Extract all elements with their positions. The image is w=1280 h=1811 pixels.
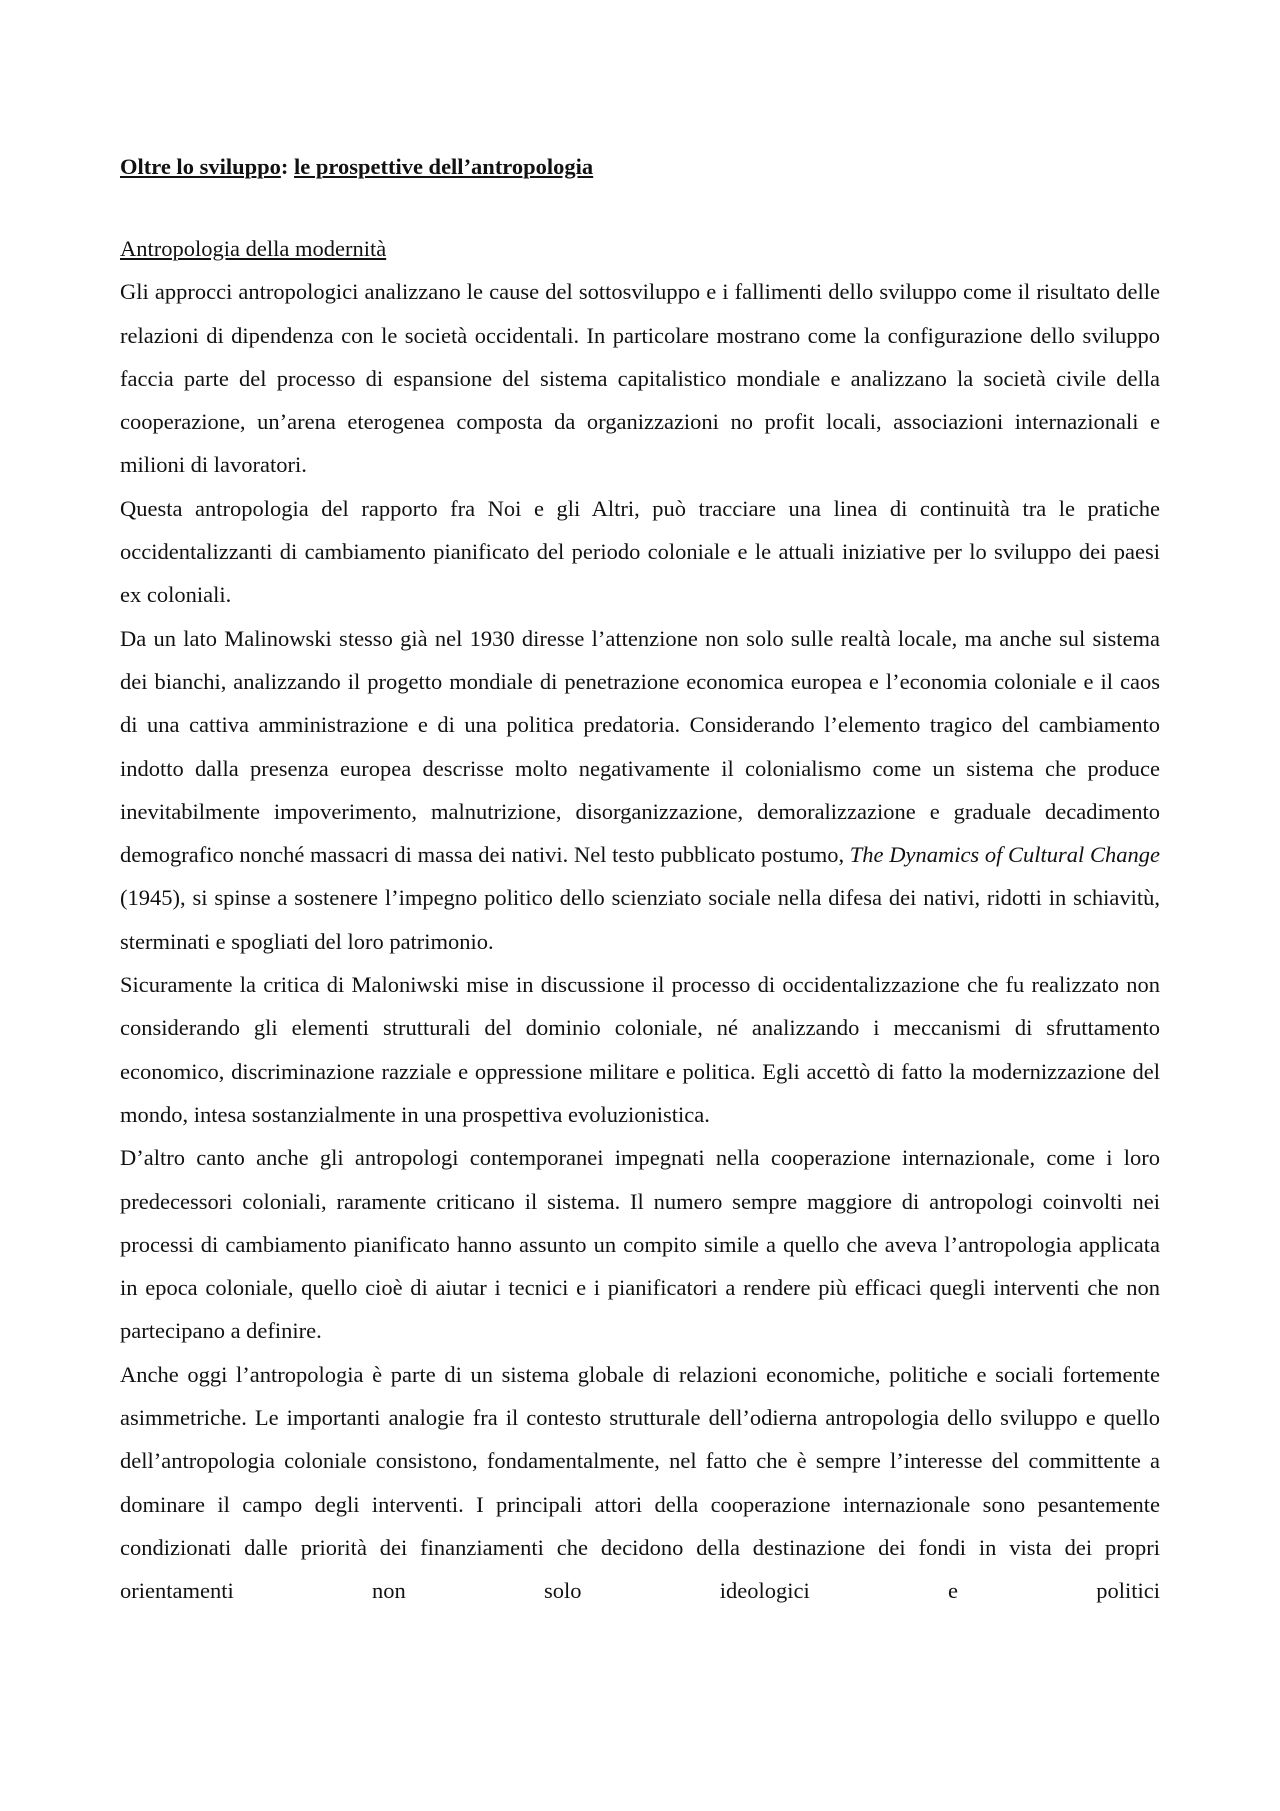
title-separator: : — [280, 154, 294, 179]
paragraph-5: D’altro canto anche gli antropologi contemporanei impegnati nella cooperazione internazionale, come i loro predecessori coloniali, raramente criticano il sistema. Il numero sempre maggiore di antropologi coinvolti nei processi di cambiamento pianificato hanno assunto un compito simile a quello che aveva l’antropologia applicata in epoca coloniale, quello cioè di aiutar i tecnici e i pianificatori a rendere più efficaci quegli interventi che non partecipano a definire. — [120, 1145, 1160, 1344]
paragraph-3 — [120, 617, 1160, 963]
book-title: The Dynamics of Cultural Change — [849, 842, 1160, 868]
document-body — [120, 150, 1160, 1613]
paragraph-2: Questa antropologia del rapporto fra Noi e gli Altri, può tracciare una linea di continuità tra le pratiche occidentalizzanti di cambiamento pianificato del periodo coloniale e le attuali iniziative per lo sviluppo dei paesi ex coloniali. — [120, 495, 1160, 608]
paragraph-4: Sicuramente la critica di Maloniwski mise in discussione il processo di occidentalizzazione che fu realizzato non considerando gli elementi strutturali del dominio coloniale, né analizzando i meccanismi di sfruttamento economico, discriminazione razziale e oppressione militare e politica. Egli accettò di fatto la modernizzazione del mondo, intesa sostanzialmente in una prospettiva evoluzionistica. — [120, 972, 1160, 1127]
section-heading: Antropologia della modernità — [120, 236, 387, 261]
title-part-2: le prospettive dell’antropologia — [294, 154, 594, 179]
paragraph-3-before: Da un lato Malinowski stesso già nel 1930 diresse l’attenzione non solo sulle realtà locale, ma anche sul sistema dei bianchi, analizzando il progetto mondiale di penetrazione economica europea e l’economia coloniale e il caos di una cattiva amministrazione e di una politica predatoria. Considerando l’elemento tragico del cambiamento indotto dalla presenza europea descrisse molto negativamente il colonialismo come un sistema che produce inevitabilmente impoverimento, malnutrizione, disorganizzazione, demoralizzazione e graduale decadimento demografico nonché massacri di massa dei nativi. Nel testo pubblicato postumo, — [120, 625, 1160, 868]
title-part-1: Oltre lo sviluppo — [120, 154, 281, 179]
paragraph-6: Anche oggi l’antropologia è parte di un sistema globale di relazioni economiche, politiche e sociali fortemente asimmetriche. Le importanti analogie fra il contesto strutturale dell’odierna antropologia dello sviluppo e quello dell’antropologia coloniale consistono, fondamentalmente, nel fatto che è sempre l’interesse del committente a dominare il campo degli interventi. I principali attori della cooperazione internazionale sono pesantemente condizionati dalle priorità dei finanziamenti che decidono della destinazione dei fondi in vista dei propri orientamenti non solo ideologici e politici — [120, 1361, 1160, 1604]
paragraph-1: Gli approcci antropologici analizzano le cause del sottosviluppo e i fallimenti dello sviluppo come il risultato delle relazioni di dipendenza con le società occidentali. In particolare mostrano come la configurazione dello sviluppo faccia parte del processo di espansione del sistema capitalistico mondiale e analizzano la società civile della cooperazione, un’arena eterogenea composta da organizzazioni no profit locali, associazioni internazionali e milioni di lavoratori. — [120, 279, 1160, 478]
paragraph-3-after: (1945), si spinse a sostenere l’impegno politico dello scienziato sociale nella difesa dei nativi, ridotti in schiavitù, sterminati e spogliati del loro patrimonio. — [120, 885, 1160, 954]
document-title — [120, 150, 1160, 184]
